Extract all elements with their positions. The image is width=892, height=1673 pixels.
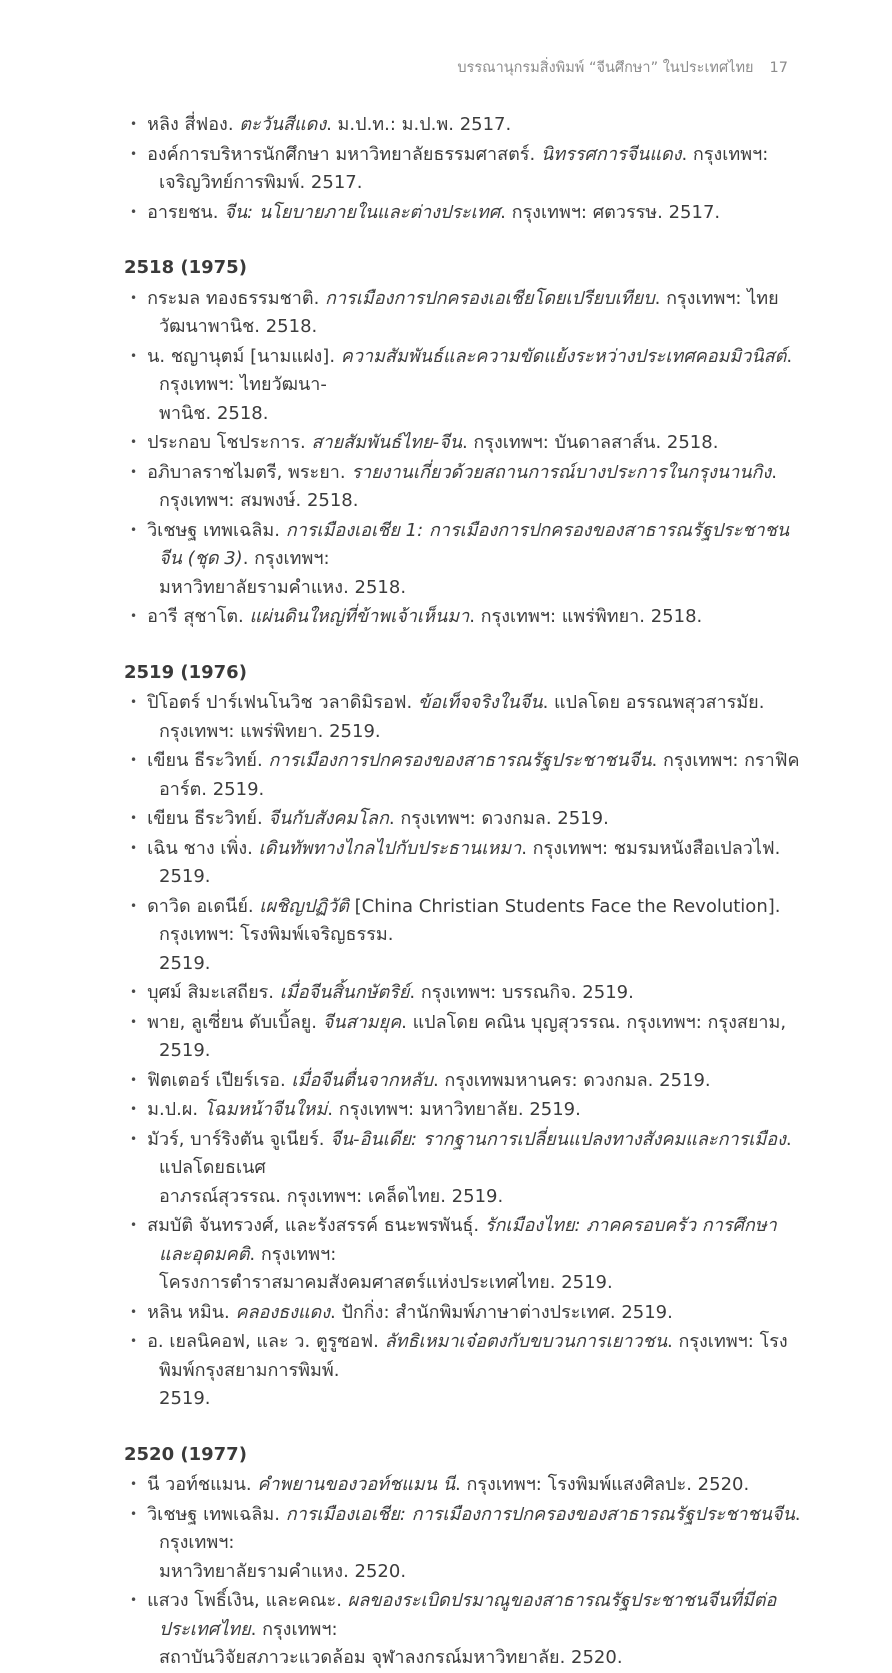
entry-text: . ปักกิ่ง: สำนักพิมพ์ภาษาต่างประเทศ. 2519.	[330, 1301, 673, 1323]
bullet-icon: •	[130, 985, 138, 999]
bullet-icon: •	[130, 117, 138, 131]
entry-title: เผชิญปฏิวัติ	[259, 895, 349, 917]
entry-text: เขียน ธีระวิทย์.	[147, 808, 269, 829]
bibliography-entry	[124, 458, 808, 516]
bibliography-entry	[124, 1327, 808, 1414]
entry-title: จีน: นโยบายภายในและต่างประเทศ	[224, 201, 501, 223]
entry-text: . กรุงเทพฯ:	[250, 1618, 338, 1640]
bibliography-entry	[124, 110, 808, 140]
entry-title: ผลของระเบิดปรมาณูของสาธารณรัฐประชาชนจีนที่มีต่อประเทศไทย	[159, 1590, 777, 1640]
entry-text: . กรุงเทพฯ: โรงพิมพ์แสงศิลปะ. 2520.	[455, 1474, 750, 1495]
entry-text: อ. เยลนิคอฟ, และ ว. ตูรูซอฟ.	[147, 1331, 385, 1352]
bullet-icon: •	[130, 609, 138, 623]
entry-text: วิเชษฐ เทพเฉลิม.	[147, 1503, 286, 1525]
entry-text: . กรุงเทพฯ: บันดาลสาส์น. 2518.	[461, 432, 719, 453]
entry-text: องค์การบริหารนักศึกษา มหาวิทยาลัยธรรมศาสตร์.	[147, 143, 541, 165]
bibliography-entry	[124, 1500, 808, 1587]
entry-title: สายสัมพันธ์ไทย-จีน	[311, 432, 462, 453]
bullet-icon: •	[130, 1304, 138, 1319]
entry-text: พาย, ลูเซี่ยน ดับเบิ้ลยู.	[147, 1011, 323, 1033]
entry-text: . กรุงเทพฯ:	[159, 1503, 801, 1553]
bibliography-entry	[124, 428, 808, 458]
entry-title: การเมืองการปกครองเอเชียโดยเปรียบเทียบ	[325, 287, 655, 309]
bullet-icon: •	[130, 1477, 138, 1491]
bibliography-section	[124, 1441, 808, 1673]
bullet-icon: •	[130, 753, 138, 767]
entry-title: นิทรรศการจีนแดง	[540, 143, 682, 165]
bibliography-entry	[124, 978, 808, 1008]
page-number: 17	[769, 60, 788, 76]
entry-text: . กรุงเทพฯ: ดวงกมล. 2519.	[388, 808, 609, 829]
bibliography-entry	[124, 1095, 808, 1125]
bibliography-section	[124, 110, 808, 227]
section-heading: 2518 (1975)	[124, 257, 247, 278]
entry-title: การเมืองการปกครองของสาธารณรัฐประชาชนจีน	[268, 750, 652, 771]
bibliography-entry	[124, 892, 808, 979]
bibliography-entry	[124, 342, 808, 429]
bullet-icon: •	[130, 290, 138, 305]
bibliography	[124, 110, 808, 1673]
entry-text: มัวร์, บาร์ริงตัน จูเนียร์.	[147, 1128, 331, 1150]
bullet-icon: •	[130, 1506, 138, 1521]
entry-text: วิเชษฐ เทพเฉลิม.	[147, 519, 286, 541]
entry-text: . กรุงเทพฯ:	[249, 1243, 337, 1265]
bullet-icon: •	[130, 1102, 138, 1116]
bibliography-entry	[124, 746, 808, 804]
entry-text: มหาวิทยาลัยรามคำแหง. 2520.	[159, 1560, 407, 1582]
entry-text: หลิน หมิน.	[147, 1301, 236, 1323]
bibliography-section	[124, 254, 808, 632]
bibliography-entry	[124, 1066, 808, 1096]
entry-title: เดินทัพทางไกลไปกับประธานเหมา	[258, 837, 522, 859]
entry-text: พานิช. 2518.	[159, 402, 269, 424]
entry-text: . กรุงเทพมหานคร: ดวงกมล. 2519.	[432, 1069, 711, 1091]
running-header	[124, 58, 808, 78]
entry-text: เขียน ธีระวิทย์.	[147, 750, 269, 771]
entry-text: เฉิน ชาง เพิ่ง.	[147, 837, 259, 859]
entry-title: แผ่นดินใหญ่ที่ข้าพเจ้าเห็นมา	[249, 606, 470, 627]
entry-text: สถาบันวิจัยสภาวะแวดล้อม จุฬาลงกรณ์มหาวิทยาลัย. 2520.	[159, 1647, 623, 1668]
bibliography-entry	[124, 602, 808, 632]
entry-text: แสวง โพธิ์เงิน, และคณะ.	[147, 1590, 348, 1611]
entry-text: โครงการตำราสมาคมสังคมศาสตร์แห่งประเทศไทย. 2519.	[159, 1272, 613, 1293]
bibliography-entry	[124, 1008, 808, 1066]
entry-title: การเมืองเอเชีย 1: การเมืองการปกครองของสาธารณรัฐประชาชนจีน (ชุด 3)	[159, 519, 790, 569]
entry-text: อารยชน.	[147, 201, 225, 223]
bibliography-entry	[124, 804, 808, 834]
entry-text: หลิง สี่ฟอง.	[147, 114, 240, 135]
bibliography-section	[124, 659, 808, 1414]
entry-text: 2519.	[159, 952, 211, 974]
entry-title: ลัทธิเหมาเจ๋อตงกับขบวนการเยาวชน	[384, 1331, 667, 1352]
bullet-icon: •	[130, 1334, 138, 1348]
section-heading: 2520 (1977)	[124, 1443, 247, 1465]
bibliography-entry	[124, 284, 808, 342]
entry-text: . กรุงเทพฯ: ไทยวัฒนาพานิช. 2518.	[159, 287, 779, 337]
entry-title: รักเมืองไทย: ภาคครอบครัว การศึกษา และอุดมคติ	[159, 1215, 777, 1265]
entry-text: . กรุงเทพฯ: กราฟิคอาร์ต. 2519.	[159, 750, 800, 800]
entry-text: 2519.	[159, 1388, 211, 1409]
entry-title: คำพยานของวอท์ชแมน นี	[257, 1474, 456, 1495]
entry-text: นี วอท์ชแมน.	[147, 1474, 258, 1495]
entry-title: ข้อเท็จจริงในจีน	[417, 692, 543, 713]
bullet-icon: •	[130, 898, 138, 913]
bibliography-entry	[124, 1211, 808, 1298]
entry-title: โฉมหน้าจีนใหม่	[203, 1099, 328, 1120]
entry-text: . แปลโดย อรรณพสุวสารมัย. กรุงเทพฯ: แพร่พิทยา. 2519.	[159, 692, 765, 742]
entry-text: . กรุงเทพฯ: เจริญวิทย์การพิมพ์. 2517.	[159, 143, 769, 193]
entry-title: รายงานเกี่ยวด้วยสถานการณ์บางประการในกรุงนานกิง	[351, 461, 772, 483]
entry-title: การเมืองเอเชีย: การเมืองการปกครองของสาธารณรัฐประชาชนจีน	[285, 1503, 795, 1525]
entry-title: ความสัมพันธ์และความขัดแย้งระหว่างประเทศคอมมิวนิสต์	[340, 345, 787, 367]
entry-text: . แปลโดยธเนศ	[159, 1128, 792, 1178]
bullet-icon: •	[130, 435, 138, 449]
entry-text: . กรุงเทพฯ: แพร่พิทยา. 2518.	[469, 606, 703, 627]
entry-text: กระมล ทองธรรมชาติ.	[147, 287, 326, 309]
bullet-icon: •	[130, 1131, 138, 1146]
entry-title: จีนกับสังคมโลก	[268, 808, 389, 829]
entry-text: อารี สุชาโต.	[147, 606, 250, 627]
entry-text: . ม.ป.ท.: ม.ป.พ. 2517.	[326, 114, 512, 135]
bibliography-entry	[124, 834, 808, 892]
bullet-icon: •	[130, 348, 138, 363]
entry-text: . กรุงเทพฯ: สมพงษ์. 2518.	[159, 461, 777, 511]
entry-text: อาภรณ์สุวรรณ. กรุงเทพฯ: เคล็ดไทย. 2519.	[159, 1185, 504, 1207]
bibliography-entry	[124, 1298, 808, 1328]
bullet-icon: •	[130, 695, 138, 709]
entry-text: ฟิตเตอร์ เปียร์เรอ.	[147, 1069, 292, 1091]
entry-title: เมื่อจีนตื่นจากหลับ	[291, 1069, 433, 1091]
entry-text: . กรุงเทพฯ:	[242, 548, 330, 569]
bullet-icon: •	[130, 204, 138, 219]
bullet-icon: •	[130, 811, 138, 825]
entry-text: . กรุงเทพฯ: ไทยวัฒนา-	[159, 345, 793, 395]
bibliography-entry	[124, 140, 808, 198]
section-heading: 2519 (1976)	[124, 661, 247, 683]
bullet-icon: •	[130, 1218, 138, 1232]
entry-text: ดาวิด อเดนีย์.	[147, 895, 260, 917]
entry-title: คลองธงแดง	[235, 1301, 331, 1323]
entry-text: สมบัติ จันทรวงศ์, และรังสรรค์ ธนะพรพันธุ์.	[147, 1215, 485, 1236]
entry-text: . กรุงเทพฯ: ศตวรรษ. 2517.	[500, 201, 721, 223]
entry-text: . กรุงเทพฯ: โรงพิมพ์กรุงสยามการพิมพ์.	[159, 1331, 788, 1381]
bullet-icon: •	[130, 840, 138, 855]
bibliography-entry	[124, 1586, 808, 1673]
entry-text: . กรุงเทพฯ: ชมรมหนังสือเปลวไฟ. 2519.	[159, 837, 781, 887]
entry-text: มหาวิทยาลัยรามคำแหง. 2518.	[159, 576, 407, 598]
bullet-icon: •	[130, 1072, 138, 1087]
entry-text: . กรุงเทพฯ: มหาวิทยาลัย. 2519.	[327, 1099, 581, 1120]
entry-title: จีนสามยุค	[322, 1011, 402, 1033]
entry-text: ประกอบ โชประการ.	[147, 432, 312, 453]
entry-text: น. ชญานุตม์ [นามแฝง].	[147, 345, 341, 367]
bibliography-entry	[124, 516, 808, 603]
entry-text: อภิบาลราชไมตรี, พระยา.	[147, 461, 352, 483]
page-header-title: บรรณานุกรมสิ่งพิมพ์ “จีนศึกษา” ในประเทศไทย	[457, 60, 754, 76]
entry-title: ตะวันสีแดง	[239, 114, 327, 135]
bibliography-entry	[124, 1125, 808, 1212]
entry-text: บุศม์ สิมะเสถียร.	[147, 982, 280, 1003]
bullet-icon: •	[130, 1014, 138, 1029]
entry-text: ปิโอตร์ ปาร์เฟนโนวิช วลาดิมิรอฟ.	[147, 692, 418, 713]
entry-title: จีน-อินเดีย: รากฐานการเปลี่ยนแปลงทางสังคมและการเมือง	[330, 1128, 786, 1150]
bullet-icon: •	[130, 146, 138, 161]
bullet-icon: •	[130, 464, 138, 479]
entry-text: . แปลโดย คณิน บุญสุวรรณ. กรุงเทพฯ: กรุงสยาม, 2519.	[159, 1011, 787, 1061]
bullet-icon: •	[130, 1593, 138, 1607]
entry-text: [China Christian Students Face the Revolution]. กรุงเทพฯ: โรงพิมพ์เจริญธรรม.	[159, 895, 781, 945]
entry-text: ม.ป.ผ.	[147, 1099, 204, 1120]
entry-title: เมื่อจีนสิ้นกษัตริย์	[279, 982, 410, 1003]
bibliography-entry	[124, 1470, 808, 1500]
bibliography-entry	[124, 688, 808, 746]
entry-text: . กรุงเทพฯ: บรรณกิจ. 2519.	[409, 982, 634, 1003]
bibliography-entry	[124, 198, 808, 228]
bullet-icon: •	[130, 522, 138, 537]
